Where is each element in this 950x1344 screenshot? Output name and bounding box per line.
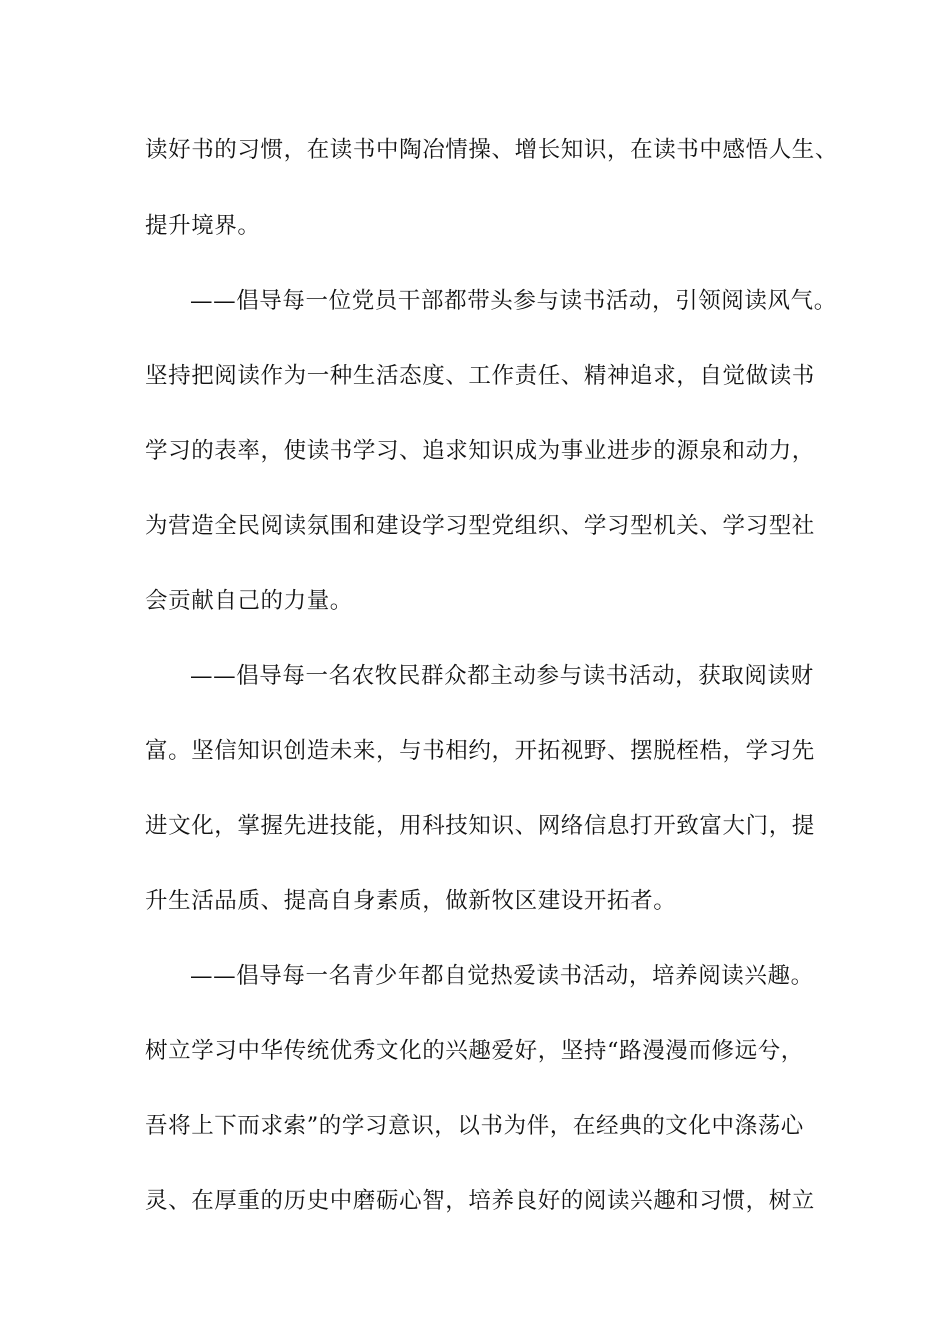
text-line: 学习的表率，使读书学习、追求知识成为事业进步的源泉和动力， xyxy=(145,438,815,464)
paragraph-start-line: ——倡导每一位党员干部都带头参与读书活动，引领阅读风气。 xyxy=(190,288,837,314)
text-line: 吾将上下而求索”的学习意识，以书为伴，在经典的文化中涤荡心 xyxy=(145,1113,804,1139)
text-line: 灵、在厚重的历史中磨砺心智，培养良好的阅读兴趣和习惯，树立 xyxy=(145,1188,815,1214)
text-line: 树立学习中华传统优秀文化的兴趣爱好，坚持“路漫漫而修远兮， xyxy=(145,1038,804,1064)
text-line: 升生活品质、提高自身素质，做新牧区建设开拓者。 xyxy=(145,888,677,914)
text-line: 会贡献自己的力量。 xyxy=(145,588,353,614)
text-line: 坚持把阅读作为一种生活态度、工作责任、精神追求，自觉做读书 xyxy=(145,363,815,389)
text-line: 读好书的习惯，在读书中陶冶情操、增长知识，在读书中感悟人生、 xyxy=(145,137,839,163)
text-line: 富。坚信知识创造未来，与书相约，开拓视野、摆脱桎梏，学习先 xyxy=(145,738,815,764)
text-line: 进文化，掌握先进技能，用科技知识、网络信息打开致富大门，提 xyxy=(145,813,815,839)
text-line: 提升境界。 xyxy=(145,213,261,239)
text-line: 为营造全民阅读氛围和建设学习型党组织、学习型机关、学习型社 xyxy=(145,513,815,539)
paragraph-start-line: ——倡导每一名青少年都自觉热爱读书活动，培养阅读兴趣。 xyxy=(190,963,814,989)
paragraph-start-line: ——倡导每一名农牧民群众都主动参与读书活动，获取阅读财 xyxy=(190,663,814,689)
